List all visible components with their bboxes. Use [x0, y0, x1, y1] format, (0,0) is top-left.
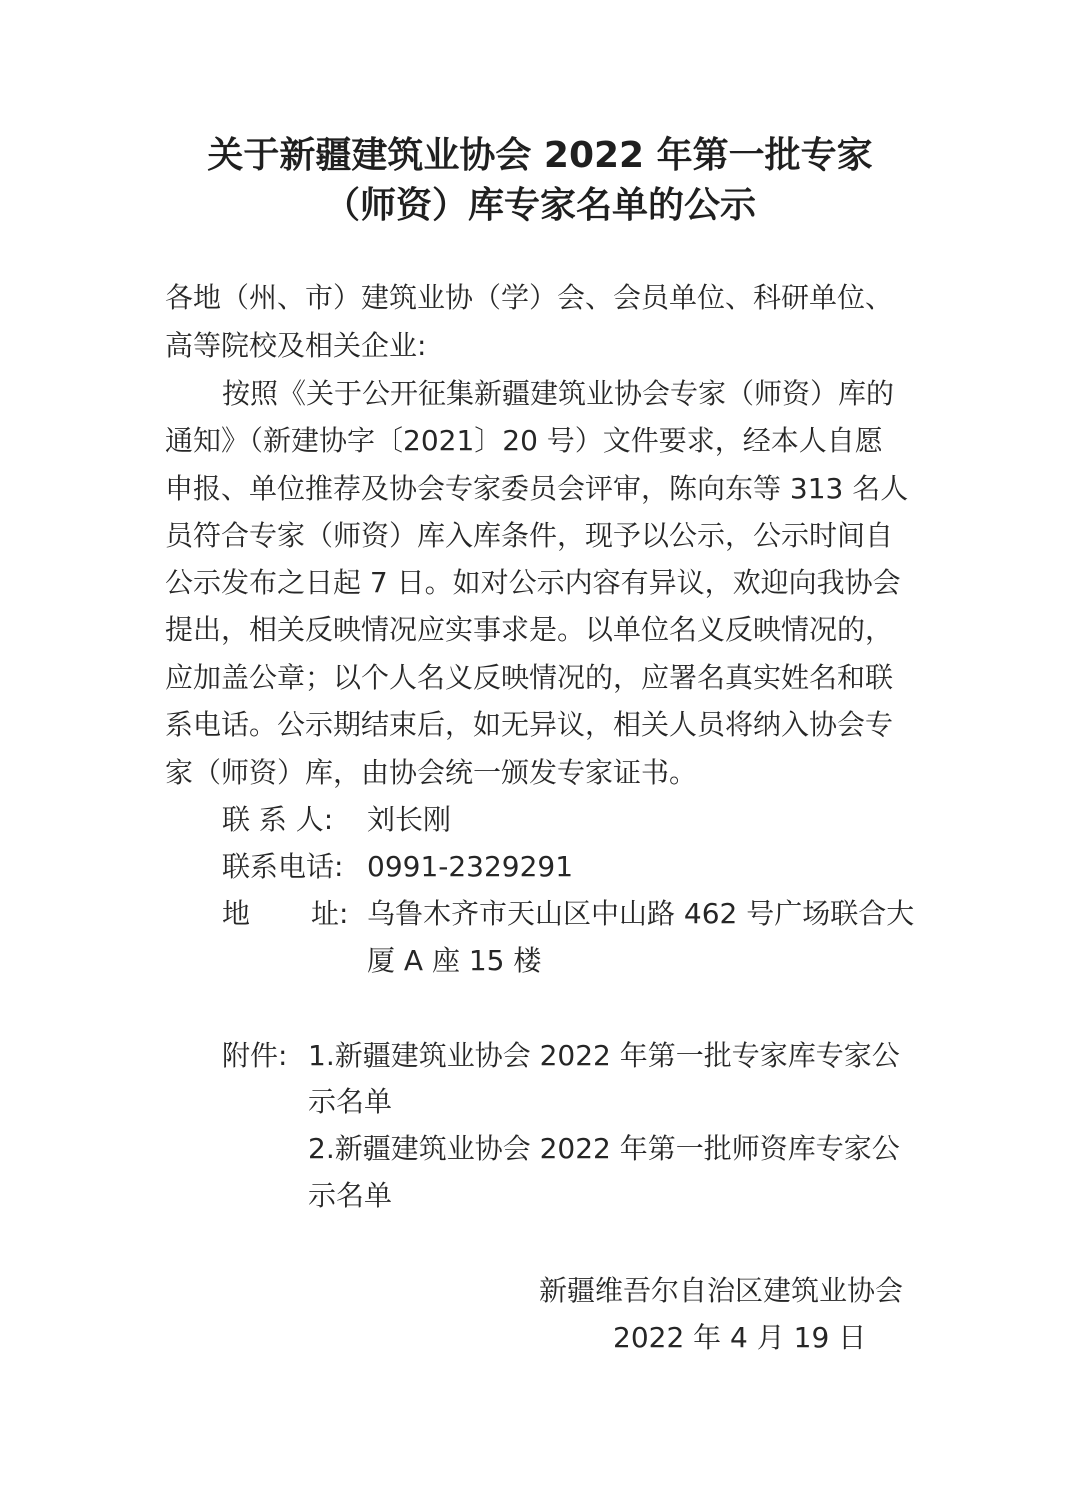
attachment-item-2-line-2: 示名单 [308, 1179, 393, 1212]
attachments-label: 附件: [222, 1039, 288, 1072]
contact-phone-label: 联系电话: [222, 850, 344, 883]
body-line: 公示发布之日起 7 日。如对公示内容有异议，欢迎向我协会 [165, 566, 901, 599]
contact-phone-value: 0991-2329291 [367, 850, 574, 883]
contact-person-label: 联 系 人: [222, 803, 334, 836]
body-line: 提出，相关反映情况应实事求是。以单位名义反映情况的， [165, 613, 894, 646]
body-line: 员符合专家（师资）库入库条件，现予以公示，公示时间自 [165, 519, 894, 552]
signature-date: 2022 年 4 月 19 日 [613, 1321, 867, 1354]
body-line: 申报、单位推荐及协会专家委员会评审，陈向东等 313 名人 [165, 472, 909, 505]
attachment-item-1-line-2: 示名单 [308, 1085, 393, 1118]
signature-organization: 新疆维吾尔自治区建筑业协会 [539, 1274, 904, 1307]
body-line: 应加盖公章；以个人名义反映情况的，应署名真实姓名和联 [165, 661, 894, 694]
document-title-line-2: （师资）库专家名单的公示 [323, 185, 756, 226]
body-line: 通知》（新建协字〔2021〕20 号）文件要求，经本人自愿 [165, 424, 883, 457]
contact-address-line-1: 乌鲁木齐市天山区中山路 462 号广场联合大 [367, 897, 915, 930]
addressee-line-2: 高等院校及相关企业: [165, 329, 427, 362]
contact-address-label-suffix: 址: [311, 897, 349, 930]
contact-address-label: 地 [222, 897, 251, 930]
attachment-item-2-line-1: 2.新疆建筑业协会 2022 年第一批师资库专家公 [308, 1132, 900, 1165]
body-line: 系电话。公示期结束后，如无异议，相关人员将纳入协会专 [165, 708, 894, 741]
document-title-line-1: 关于新疆建筑业协会 2022 年第一批专家 [207, 135, 873, 176]
attachment-item-1-line-1: 1.新疆建筑业协会 2022 年第一批专家库专家公 [308, 1039, 900, 1072]
addressee-line-1: 各地（州、市）建筑业协（学）会、会员单位、科研单位、 [165, 281, 894, 314]
contact-person-value: 刘长刚 [367, 803, 452, 836]
body-line: 家（师资）库，由协会统一颁发专家证书。 [165, 756, 698, 789]
body-line: 按照《关于公开征集新疆建筑业协会专家（师资）库的 [222, 377, 895, 410]
contact-address-line-2: 厦 A 座 15 楼 [367, 944, 542, 977]
